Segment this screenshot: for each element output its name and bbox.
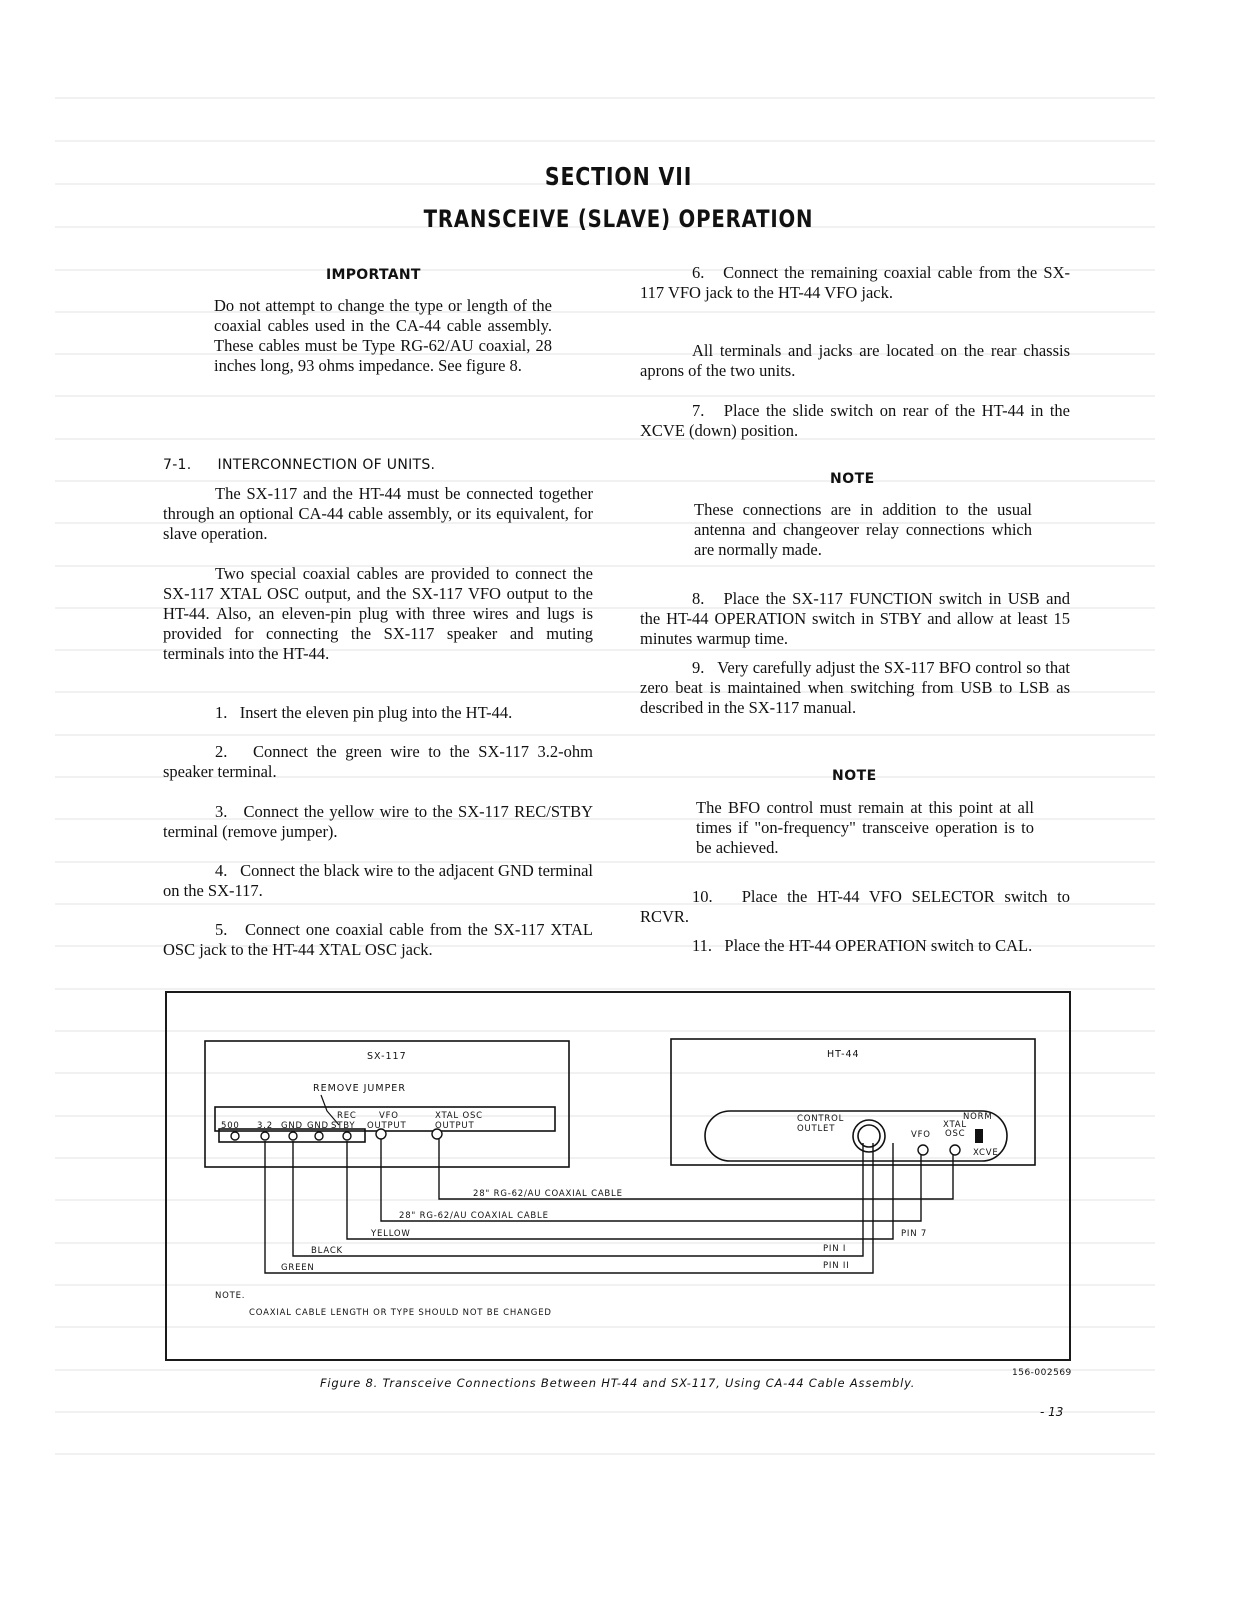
step-number: 8. xyxy=(692,589,705,608)
step-text: Place the HT-44 OPERATION switch to CAL. xyxy=(724,936,1033,955)
page-number: - 13 xyxy=(1040,1405,1064,1419)
step-number: 9. xyxy=(692,658,705,677)
step-5 xyxy=(163,920,593,960)
norm-xcve-slide-switch xyxy=(975,1129,983,1143)
step-text: Connect the remaining coaxial cable from the SX-117 VFO jack to the HT-44 VFO jack. xyxy=(640,263,1070,302)
black-label: BLACK xyxy=(311,1246,343,1256)
norm-label: NORM xyxy=(963,1112,993,1122)
step-number: 4. xyxy=(215,861,228,880)
cable-vfo xyxy=(381,1139,921,1221)
step-9 xyxy=(640,658,1070,718)
step-text: Place the SX-117 FUNCTION switch in USB and the HT-44 OPERATION switch in STBY and allow at least 15 minutes warmup time. xyxy=(640,589,1070,648)
important-heading: IMPORTANT xyxy=(326,267,421,283)
pin-1-label: PIN I xyxy=(823,1244,847,1254)
remove-jumper-label: REMOVE JUMPER xyxy=(313,1083,406,1094)
pin-11-label: PIN II xyxy=(823,1261,850,1271)
step-text: Insert the eleven pin plug into the HT-44. xyxy=(239,703,513,722)
terminal-label-3-2: 3.2 xyxy=(257,1121,273,1131)
diagram-note-heading: NOTE. xyxy=(215,1291,246,1301)
wiring-diagram-svg xyxy=(167,993,1073,1363)
ht44-xtal-osc-jack xyxy=(950,1145,960,1155)
step-8 xyxy=(640,589,1070,649)
step-text: Connect the green wire to the SX-117 3.2-ohm speaker terminal. xyxy=(163,742,593,781)
terminals-paragraph: All terminals and jacks are located on the rear chassis aprons of the two units. xyxy=(640,341,1070,380)
step-number: 2. xyxy=(215,742,228,761)
step-number: 3. xyxy=(215,802,228,821)
figure-id: 156-002569 xyxy=(1012,1368,1072,1378)
step-2 xyxy=(163,742,593,782)
terminal-label-500: 500 xyxy=(221,1121,240,1131)
step-text: Place the HT-44 VFO SELECTOR switch to RCVR. xyxy=(640,887,1071,926)
stby-label: STBY xyxy=(331,1121,356,1131)
step-text: Connect one coaxial cable from the SX-117 XTAL OSC jack to the HT-44 XTAL OSC jack. xyxy=(163,920,593,959)
step-6 xyxy=(640,263,1070,303)
diagram-note-text: COAXIAL CABLE LENGTH OR TYPE SHOULD NOT BE CHANGED xyxy=(249,1308,552,1318)
step-number: 10. xyxy=(692,887,713,906)
yellow-label: YELLOW xyxy=(371,1229,411,1239)
figure-8-diagram xyxy=(165,991,1071,1361)
outlet-label: OUTLET xyxy=(797,1124,836,1134)
pin-7-label: PIN 7 xyxy=(901,1229,928,1239)
subsection-number: 7-1. xyxy=(163,457,192,473)
note-2-heading: NOTE xyxy=(832,768,877,784)
xtal-osc-label: XTAL OSC xyxy=(435,1111,483,1121)
step-text: Connect the yellow wire to the SX-117 REC/STBY terminal (remove jumper). xyxy=(163,802,594,841)
step-4 xyxy=(163,861,593,901)
step-text: Place the slide switch on rear of the HT-44 in the XCVE (down) position. xyxy=(640,401,1071,440)
terminal-label-gnd-2: GND xyxy=(307,1121,329,1131)
terminal-rec-stby xyxy=(343,1132,351,1140)
step-11 xyxy=(640,936,1070,956)
rec-label: REC xyxy=(337,1111,357,1121)
cable-1-label: 28" RG-62/AU COAXIAL CABLE xyxy=(473,1189,623,1199)
ht44-xtal-label: XTAL xyxy=(943,1120,967,1130)
xcve-label: XCVE xyxy=(973,1148,999,1158)
step-3 xyxy=(163,802,593,842)
step-number: 1. xyxy=(215,703,228,722)
left-paragraph-2: Two special coaxial cables are provided to connect the SX-117 XTAL OSC output, and the SX-117 VFO output to the HT-44. Also, an eleven-pin plug with three wires and lugs is provided for connecting the SX-117 speaker and muting terminals into the HT-44. xyxy=(163,564,593,663)
step-text: Connect the black wire to the adjacent GND terminal on the SX-117. xyxy=(163,861,593,900)
subsection-heading xyxy=(163,457,461,473)
vfo-output-label: OUTPUT xyxy=(367,1121,407,1131)
step-10 xyxy=(640,887,1070,927)
ht44-label: HT-44 xyxy=(827,1049,860,1060)
section-title: TRANSCEIVE (SLAVE) OPERATION xyxy=(423,205,814,233)
cable-2-label: 28" RG-62/AU COAXIAL CABLE xyxy=(399,1211,549,1221)
ht44-osc-label: OSC xyxy=(945,1129,966,1139)
vfo-label: VFO xyxy=(379,1111,399,1121)
step-1 xyxy=(163,703,593,723)
ht44-vfo-jack xyxy=(918,1145,928,1155)
terminal-gnd-1 xyxy=(289,1132,297,1140)
terminal-label-gnd-1: GND xyxy=(281,1121,303,1131)
control-outlet-inner xyxy=(858,1125,880,1147)
step-number: 11. xyxy=(692,936,713,955)
step-number: 5. xyxy=(215,920,228,939)
ht44-vfo-label: VFO xyxy=(911,1130,931,1140)
terminal-gnd-2 xyxy=(315,1132,323,1140)
green-label: GREEN xyxy=(281,1263,315,1273)
note-1-text: These connections are in addition to the usual antenna and changeover relay connections which are normally made. xyxy=(694,500,1032,559)
note-2-text: The BFO control must remain at this point at all times if "on-frequency" transceive operation is to be achieved. xyxy=(696,798,1034,857)
note-1-heading: NOTE xyxy=(830,471,875,487)
step-number: 7. xyxy=(692,401,705,420)
terminal-3-2 xyxy=(261,1132,269,1140)
section-number: SECTION VII xyxy=(544,162,693,191)
control-label: CONTROL xyxy=(797,1114,845,1124)
left-paragraph-1: The SX-117 and the HT-44 must be connected together through an optional CA-44 cable assembly, or its equivalent, for slave operation. xyxy=(163,484,593,543)
step-7 xyxy=(640,401,1070,441)
sx117-label: SX-117 xyxy=(367,1051,407,1062)
step-number: 6. xyxy=(692,263,705,282)
terminal-500 xyxy=(231,1132,239,1140)
important-text: Do not attempt to change the type or length of the coaxial cables used in the CA-44 cable assembly. These cables must be Type RG-62/AU coaxial, 28 inches long, 93 ohms impedance. See figure 8. xyxy=(214,296,552,375)
step-text: Very carefully adjust the SX-117 BFO control so that zero beat is maintained when switching from USB to LSB as described in the SX-117 manual. xyxy=(640,658,1071,717)
figure-caption: Figure 8. Transceive Connections Between HT-44 and SX-117, Using CA-44 Cable Assembly. xyxy=(320,1376,916,1390)
xtal-osc-output-label: OUTPUT xyxy=(435,1121,475,1131)
subsection-title: INTERCONNECTION OF UNITS. xyxy=(217,457,436,473)
